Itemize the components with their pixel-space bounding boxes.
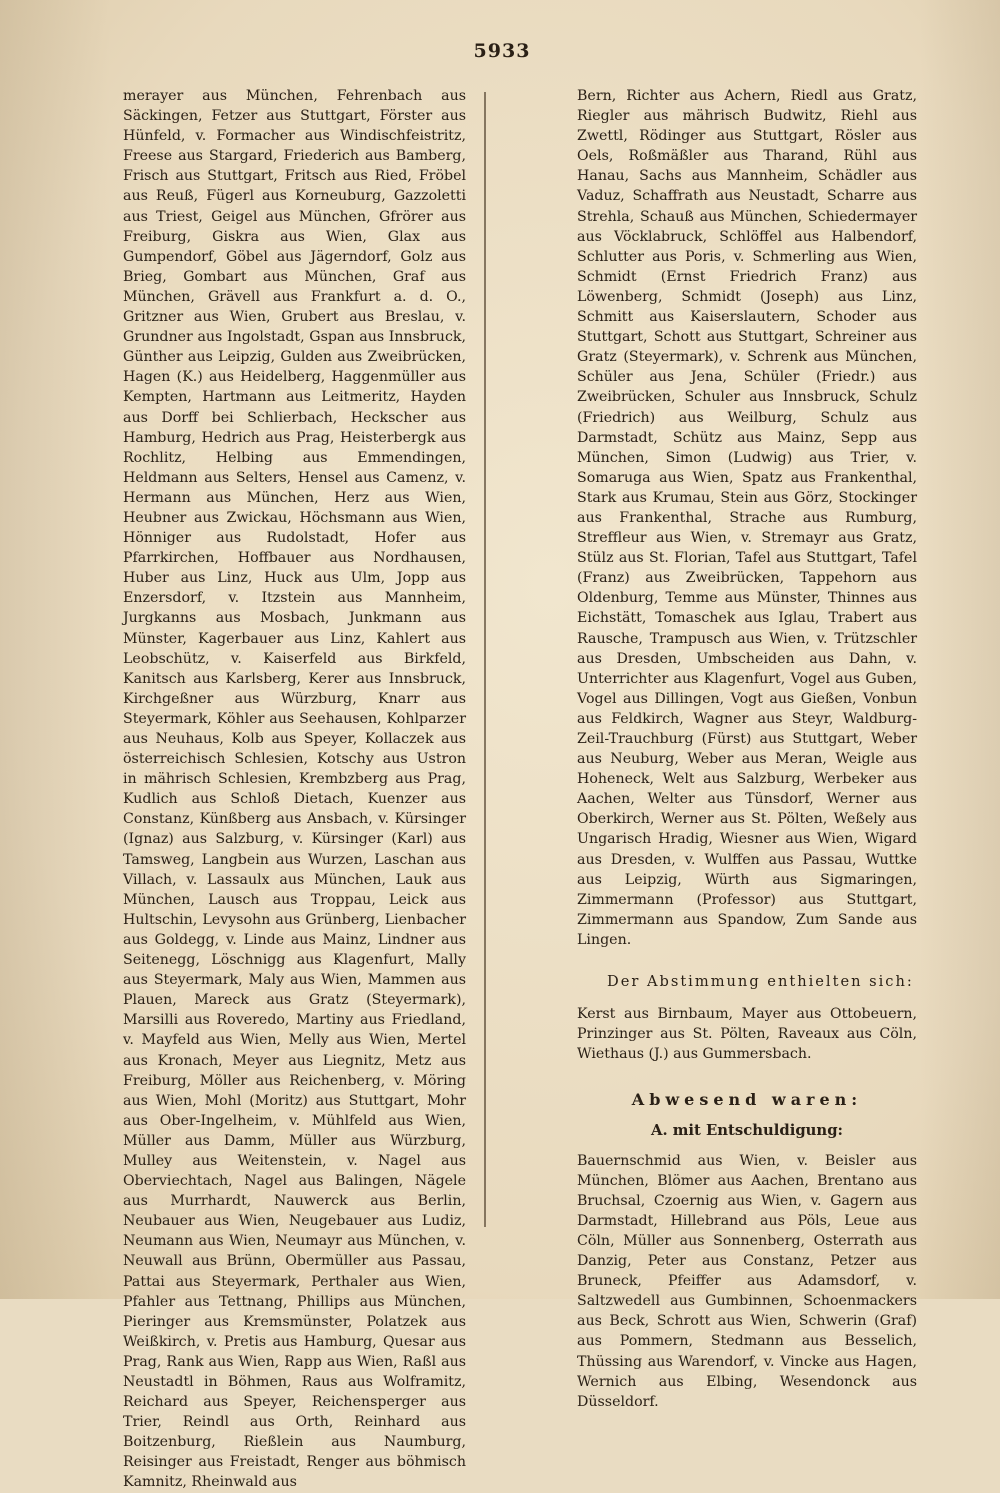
excused-list: Bauernschmid aus Wien, v. Beisler aus München, Blömer aus Aachen, Brentano aus Bruchsal, Czoernig aus Wien, v. Gagern aus Darmstadt, Hillebrand aus Pöls, Leue aus Cöln, Müller aus Sonnenberg, Osterrath aus Danzig, Peter aus Constanz, Petzer aus Bruneck, Pfeiffer aus Adamsdorf, v. Saltzwedell aus Gumbinnen, Schoenmackers aus Beck, Schrott aus Wien, Schwerin (Graf) aus Pommern, Stedmann aus Besselich, Thüssing aus Warendorf, v. Vincke aus Hagen, Wernich aus Elbing, Wesendonck aus Düsseldorf. — [577, 1152, 917, 1410]
abstained-list: Kerst aus Birnbaum, Mayer aus Ottobeuern, Prinzinger aus St. Pölten, Raveaux aus Cöln, Wiethaus (J.) aus Gummersbach. — [577, 1006, 917, 1063]
right-page-shadow — [920, 0, 1000, 1299]
left-page-shadow — [0, 0, 110, 1299]
absent-heading: Abwesend waren: — [631, 1090, 863, 1110]
abstained-heading: Der Abstimmung enthielten sich: — [607, 973, 914, 991]
page-number: 5933 — [473, 40, 531, 62]
excused-heading: A. mit Entschuldigung: — [650, 1121, 844, 1139]
column-divider — [484, 92, 486, 1227]
right-column — [577, 86, 917, 1412]
left-column — [123, 86, 466, 1493]
right-column-text: Bern, Richter aus Achern, Riedl aus Gratz, Riegler aus mährisch Budwitz, Riehl aus Zwettl, Rödinger aus Stuttgart, Rösler aus Oels, Roßmäßler aus Tharand, Rühl aus Hanau, Sachs aus Mannheim, Schädler aus Vaduz, Schaffrath aus Neustadt, Scharre aus Strehla, Schauß aus München, Schiedermayer aus Vöcklabruck, Schlöffel aus Halbendorf, Schlutter aus Poris, v. Schmerling aus Wien, Schmidt (Ernst Friedrich Franz) aus Löwenberg, Schmidt (Joseph) aus Linz, Schmitt aus Kaiserslautern, Schoder aus Stuttgart, Schott aus Stuttgart, Schreiner aus Gratz (Steyermark), v. Schrenk aus München, Schüler aus Jena, Schüler (Friedr.) aus Zweibrücken, Schuler aus Innsbruck, Schulz (Friedrich) aus Weilburg, Schulz aus Darmstadt, Schütz aus Mainz, Sepp aus München, Simon (Ludwig) aus Trier, v. Somaruga aus Wien, Spatz aus Frankenthal, Stark aus Krumau, Stein aus Görz, Stockinger aus Frankenthal, Strache aus Rumburg, Streffleur aus Wien, v. Stremayr aus Gratz, Stülz aus St. Florian, Tafel aus Stuttgart, Tafel (Franz) aus Zweibrücken, Tappehorn aus Oldenburg, Temme aus Münster, Thinnes aus Eichstätt, Tomaschek aus Iglau, Trabert aus Rausche, Trampusch aus Wien, v. Trützschler aus Dresden, Umbscheiden aus Dahn, v. Unterrichter aus Klagenfurt, Vogel aus Guben, Vogel aus Dillingen, Vogt aus Gießen, Vonbun aus Feldkirch, Wagner aus Steyr, Waldburg-Zeil-Trauchburg (Fürst) aus Stuttgart, Weber aus Neuburg, Weber aus Meran, Weigle aus Hoheneck, Welt aus Salzburg, Werbeker aus Aachen, Welter aus Tünsdorf, Werner aus Oberkirch, Werner aus St. Pölten, Weßely aus Ungarisch Hradig, Wiesner aus Wien, Wigard aus Dresden, v. Wulffen aus Passau, Wuttke aus Leipzig, Würth aus Sigmaringen, Zimmermann (Professor) aus Stuttgart, Zimmermann aus Spandow, Zum Sande aus Lingen. — [577, 88, 917, 948]
left-column-text: merayer aus München, Fehrenbach aus Säckingen, Fetzer aus Stuttgart, Förster aus Hünfeld, v. Formacher aus Windischfeistritz, Freese aus Stargard, Friederich aus Bamberg, Frisch aus Stuttgart, Fritsch aus Ried, Fröbel aus Reuß, Fügerl aus Korneuburg, Gazzoletti aus Triest, Geigel aus München, Gfrörer aus Freiburg, Giskra aus Wien, Glax aus Gumpendorf, Göbel aus Jägerndorf, Golz aus Brieg, Gombart aus München, Graf aus München, Grävell aus Frankfurt a. d. O., Gritzner aus Wien, Grubert aus Breslau, v. Grundner aus Ingolstadt, Gspan aus Innsbruck, Günther aus Leipzig, Gulden aus Zweibrücken, Hagen (K.) aus Heidelberg, Haggenmüller aus Kempten, Hartmann aus Leitmeritz, Hayden aus Dorff bei Schlierbach, Heckscher aus Hamburg, Hedrich aus Prag, Heisterbergk aus Rochlitz, Helbing aus Emmendingen, Heldmann aus Selters, Hensel aus Camenz, v. Hermann aus München, Herz aus Wien, Heubner aus Zwickau, Höchsmann aus Wien, Hönniger aus Rudolstadt, Hofer aus Pfarrkirchen, Hoffbauer aus Nordhausen, Huber aus Linz, Huck aus Ulm, Jopp aus Enzersdorf, v. Itzstein aus Mannheim, Jurgkanns aus Mosbach, Junkmann aus Münster, Kagerbauer aus Linz, Kahlert aus Leobschütz, v. Kaiserfeld aus Birkfeld, Kanitsch aus Karlsberg, Kerer aus Innsbruck, Kirchgeßner aus Würzburg, Knarr aus Steyermark, Köhler aus Seehausen, Kohlparzer aus Neuhaus, Kolb aus Speyer, Kollaczek aus österreichisch Schlesien, Kotschy aus Ustron in mährisch Schlesien, Krembzberg aus Prag, Kudlich aus Schloß Dietach, Kuenzer aus Constanz, Künßberg aus Ansbach, v. Kürsinger (Ignaz) aus Salzburg, v. Kürsinger (Karl) aus Tamsweg, Langbein aus Wurzen, Laschan aus Villach, v. Lassaulx aus München, Lauk aus München, Lausch aus Troppau, Leick aus Hultschin, Levysohn aus Grünberg, Lienbacher aus Goldegg, v. Linde aus Mainz, Lindner aus Seitenegg, Löschnigg aus Klagenfurt, Mally aus Steyermark, Maly aus Wien, Mammen aus Plauen, Mareck aus Gratz (Steyermark), Marsilli aus Roveredo, Martiny aus Friedland, v. Mayfeld aus Wien, Melly aus Wien, Mertel aus Kronach, Meyer aus Liegnitz, Metz aus Freiburg, Möller aus Reichenberg, v. Möring aus Wien, Mohl (Moritz) aus Stuttgart, Mohr aus Ober-Ingelheim, v. Mühlfeld aus Wien, Müller aus Damm, Müller aus Würzburg, Mulley aus Weitenstein, v. Nagel aus Oberviechtach, Nagel aus Balingen, Nägele aus Murrhardt, Nauwerck aus Berlin, Neubauer aus Wien, Neugebauer aus Ludiz, Neumann aus Wien, Neumayr aus München, v. Neuwall aus Brünn, Obermüller aus Passau, Pattai aus Steyermark, Perthaler aus Wien, Pfahler aus Tettnang, Phillips aus München, Pieringer aus Kremsmünster, Polatzek aus Weißkirch, v. Pretis aus Hamburg, Quesar aus Prag, Rank aus Wien, Rapp aus Wien, Raßl aus Neustadtl in Böhmen, Raus aus Wolframitz, Reichard aus Speyer, Reichensperger aus Trier, Reindl aus Orth, Reinhard aus Boitzenburg, Rießlein aus Naumburg, Reisinger aus Freistadt, Renger aus böhmisch Kamnitz, Rheinwald aus — [123, 88, 466, 1491]
